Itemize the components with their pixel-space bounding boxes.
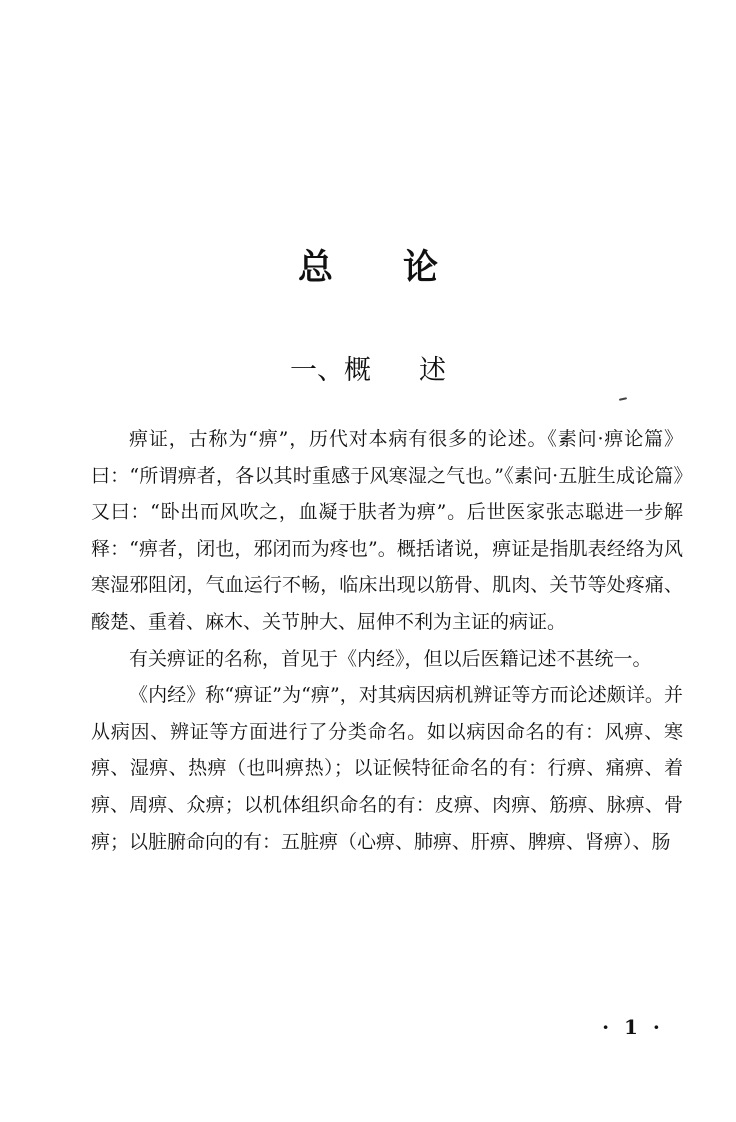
paragraph-2: 有关痹证的名称，首见于《内经》，但以后医籍记述不甚统一。: [129, 647, 652, 670]
section-title: [0, 346, 736, 396]
body-text: [91, 421, 683, 860]
paragraph-1: 痹证，古称为“痹”，历代对本病有很多的论述。《素问·痹论篇》曰：“所谓痹者，各以其时重感于风寒湿之气也。”《素问·五脏生成论篇》又曰：“卧出而风吹之，血凝于肤者为痹”。后世医家张志聪进一步解释：“痹者，闭也，邪闭而为疼也”。概括诸说，痹证是指肌表经络为风寒湿邪阻闭，气血运行不畅，临床出现以筋骨、肌肉、关节等处疼痛、酸楚、重着、麻木、关节肿大、屈伸不利为主证的病证。: [91, 428, 683, 633]
print-speck: [619, 397, 627, 401]
page-number: · 1 ·: [602, 1015, 664, 1039]
chapter-title-char-2: 论: [403, 248, 439, 288]
paragraph-3: 《内经》称“痹证”为“痹”，对其病因病机辨证等方而论述颇详。并从病因、辨证等方面进行了分类命名。如以病因命名的有：风痹、寒痹、湿痹、热痹（也叫痹热）；以证候特征命名的有：行痹、痛痹、着痹、周痹、众痹；以机体组织命名的有：皮痹、肉痹、筋痹、脉痹、骨痹；以脏腑命向的有：五脏痹（心痹、肺痹、肝痹、脾痹、肾痹）、肠: [91, 684, 683, 853]
chapter-title: [0, 238, 736, 298]
section-title-rest: 述: [419, 355, 446, 386]
chapter-title-char-1: 总: [297, 248, 333, 288]
section-title-number: 一、概: [290, 355, 371, 386]
